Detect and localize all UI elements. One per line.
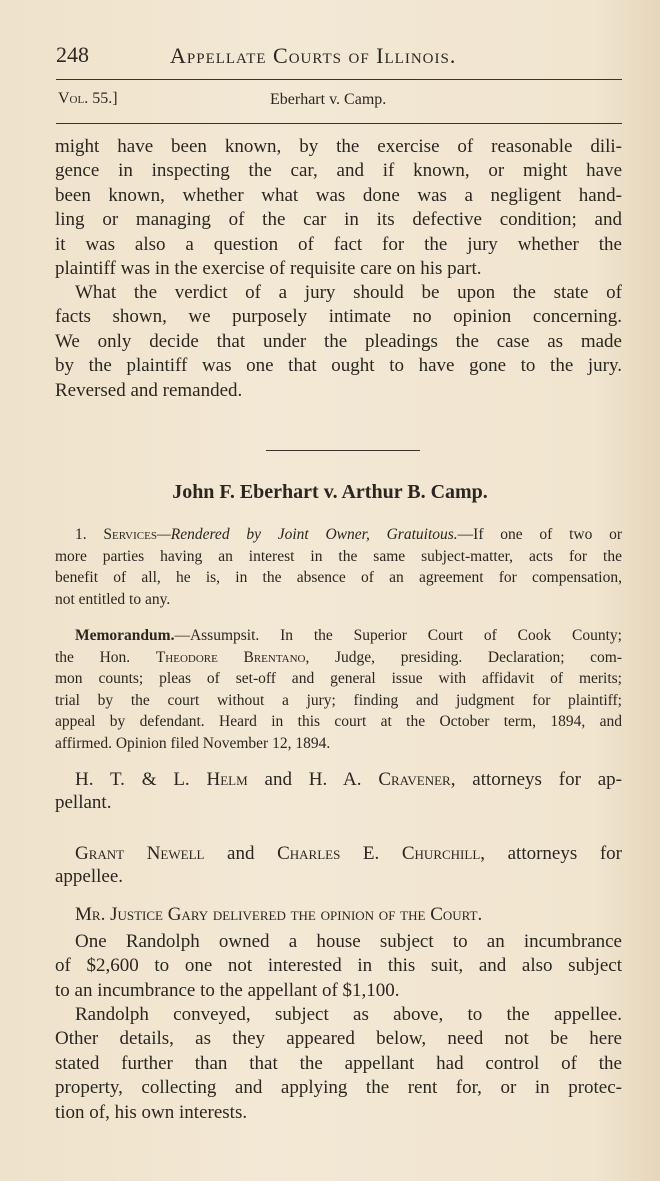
text: not entitled to any. xyxy=(55,590,171,608)
text: —If one of two or xyxy=(457,526,622,543)
text: Other details, as they appeared below, need not be here xyxy=(55,1028,622,1050)
text-line xyxy=(55,1076,622,1100)
small-caps-text: Helm xyxy=(206,769,248,790)
text: , attorneys for ap- xyxy=(450,769,623,790)
text: might have been known, by the exercise of reasonable dili- xyxy=(55,136,622,157)
text-line xyxy=(55,668,622,690)
text: benefit of all, he is, in the absence of an agreement for compensation, xyxy=(55,569,622,587)
text: , attorneys for xyxy=(480,843,622,864)
page-number: 248 xyxy=(56,42,89,67)
text-line xyxy=(55,1027,622,1051)
text-line xyxy=(55,184,622,208)
text: —Assumpsit. In the Superior Court of Cook County; xyxy=(174,627,622,644)
text-line xyxy=(55,379,622,403)
text: more parties having an interest in the same subject-matter, acts for the xyxy=(55,547,622,565)
text-line xyxy=(55,159,622,183)
text: stated further than that the appellant had control of the xyxy=(55,1052,622,1074)
text: appeal by defendant. Heard in this court at the October term, 1894, and xyxy=(55,713,622,731)
text: appellee. xyxy=(55,866,124,887)
text-line xyxy=(55,842,622,865)
text-line xyxy=(55,791,622,814)
memorandum xyxy=(55,625,622,755)
text: mon counts; pleas of set-off and general issue with affidavit of merits; xyxy=(55,670,622,688)
text-line xyxy=(55,354,622,378)
header-rule xyxy=(56,79,622,80)
text: plaintiff was in the exercise of requisite care on his part. xyxy=(55,258,482,280)
attorneys-appellee xyxy=(55,842,622,888)
italic-text: —Rendered by Joint Owner, Gratuitous. xyxy=(156,526,458,543)
text: What the verdict of a jury should be upon the state of xyxy=(75,282,622,303)
case-title: John F. Eberhart v. Arthur B. Camp. xyxy=(172,481,488,503)
text: H. T. & L. xyxy=(75,769,207,790)
text: , Judge, presiding. Declaration; com- xyxy=(305,648,623,666)
opinion-paragraph-2 xyxy=(55,1003,622,1125)
text-line xyxy=(55,524,622,546)
text-line xyxy=(55,1052,622,1076)
text-line xyxy=(55,865,622,888)
text-line xyxy=(55,711,622,733)
text-line xyxy=(55,1101,622,1125)
volume-label: Vol. 55.] xyxy=(58,90,118,107)
text-line xyxy=(55,625,622,647)
paragraph-verdict xyxy=(55,281,622,403)
text: Reversed and remanded. xyxy=(55,379,243,401)
text: been known, whether what was done was a negligent hand- xyxy=(55,184,622,206)
text-line xyxy=(55,690,622,712)
text: and xyxy=(204,843,278,864)
text: to an incumbrance to the appellant of $1,100. xyxy=(55,979,400,1001)
opinion-heading xyxy=(55,903,622,926)
text: affirmed. Opinion filed November 12, 1894. xyxy=(55,734,331,752)
section-divider xyxy=(266,450,420,451)
small-caps-text: Charles E. Churchill xyxy=(277,843,481,864)
text-line xyxy=(55,257,622,281)
text-line xyxy=(55,281,622,305)
running-title: Eberhart v. Camp. xyxy=(270,91,387,108)
text: We only decide that under the pleadings the case as made xyxy=(55,330,622,352)
text: gence in inspecting the car, and if known, or might have xyxy=(55,160,622,182)
text-line xyxy=(55,546,622,568)
text: 1. xyxy=(75,526,104,543)
paragraph-continued xyxy=(55,135,622,281)
text: trial by the court without a jury; finding and judgment for plaintiff; xyxy=(55,691,622,709)
bold-text: Memorandum. xyxy=(75,627,175,644)
text: by the plaintiff was one that ought to have gone to the jury. xyxy=(55,355,622,377)
text-line xyxy=(55,1003,622,1027)
text: property, collecting and applying the rent for, or in protec- xyxy=(55,1077,622,1099)
text-line xyxy=(55,135,622,159)
small-caps-text: Grant Newell xyxy=(75,843,205,864)
small-caps-text: Mr. Justice Gary delivered the opinion of the Court. xyxy=(75,904,483,925)
text-line xyxy=(55,903,622,926)
text: ling or managing of the car in its defective condition; and xyxy=(55,209,622,231)
small-caps-text: Cravener xyxy=(378,769,451,790)
opinion-paragraph-1 xyxy=(55,930,622,1003)
text: tion of, his own interests. xyxy=(55,1101,248,1123)
text-line xyxy=(55,930,622,954)
text-line xyxy=(55,233,622,257)
text-line xyxy=(55,330,622,354)
attorneys-appellant xyxy=(55,768,622,814)
small-caps-text: Services xyxy=(103,526,157,543)
book-title: Appellate Courts of Illinois. xyxy=(170,43,457,68)
small-caps-text: Theodore Brentano xyxy=(155,648,306,666)
text-line xyxy=(55,567,622,589)
text: One Randolph owned a house subject to an incumbrance xyxy=(75,931,622,952)
header-rule-lower xyxy=(56,123,622,124)
text: Randolph conveyed, subject as above, to the appellee. xyxy=(75,1004,622,1025)
text-line xyxy=(55,979,622,1003)
text-line xyxy=(55,954,622,978)
text-line xyxy=(55,647,622,669)
text: facts shown, we purposely intimate no opinion concerning. xyxy=(55,306,622,328)
text-line xyxy=(55,208,622,232)
text: and H. A. xyxy=(247,769,379,790)
text: pellant. xyxy=(55,792,112,813)
text-line xyxy=(55,305,622,329)
text: the Hon. xyxy=(55,648,156,666)
text: of $2,600 to one not interested in this suit, and also subject xyxy=(55,955,622,977)
text: it was also a question of fact for the jury whether the xyxy=(55,233,622,255)
text-line xyxy=(55,733,622,755)
text-line xyxy=(55,768,622,791)
headnote xyxy=(55,524,622,610)
text-line xyxy=(55,589,622,611)
